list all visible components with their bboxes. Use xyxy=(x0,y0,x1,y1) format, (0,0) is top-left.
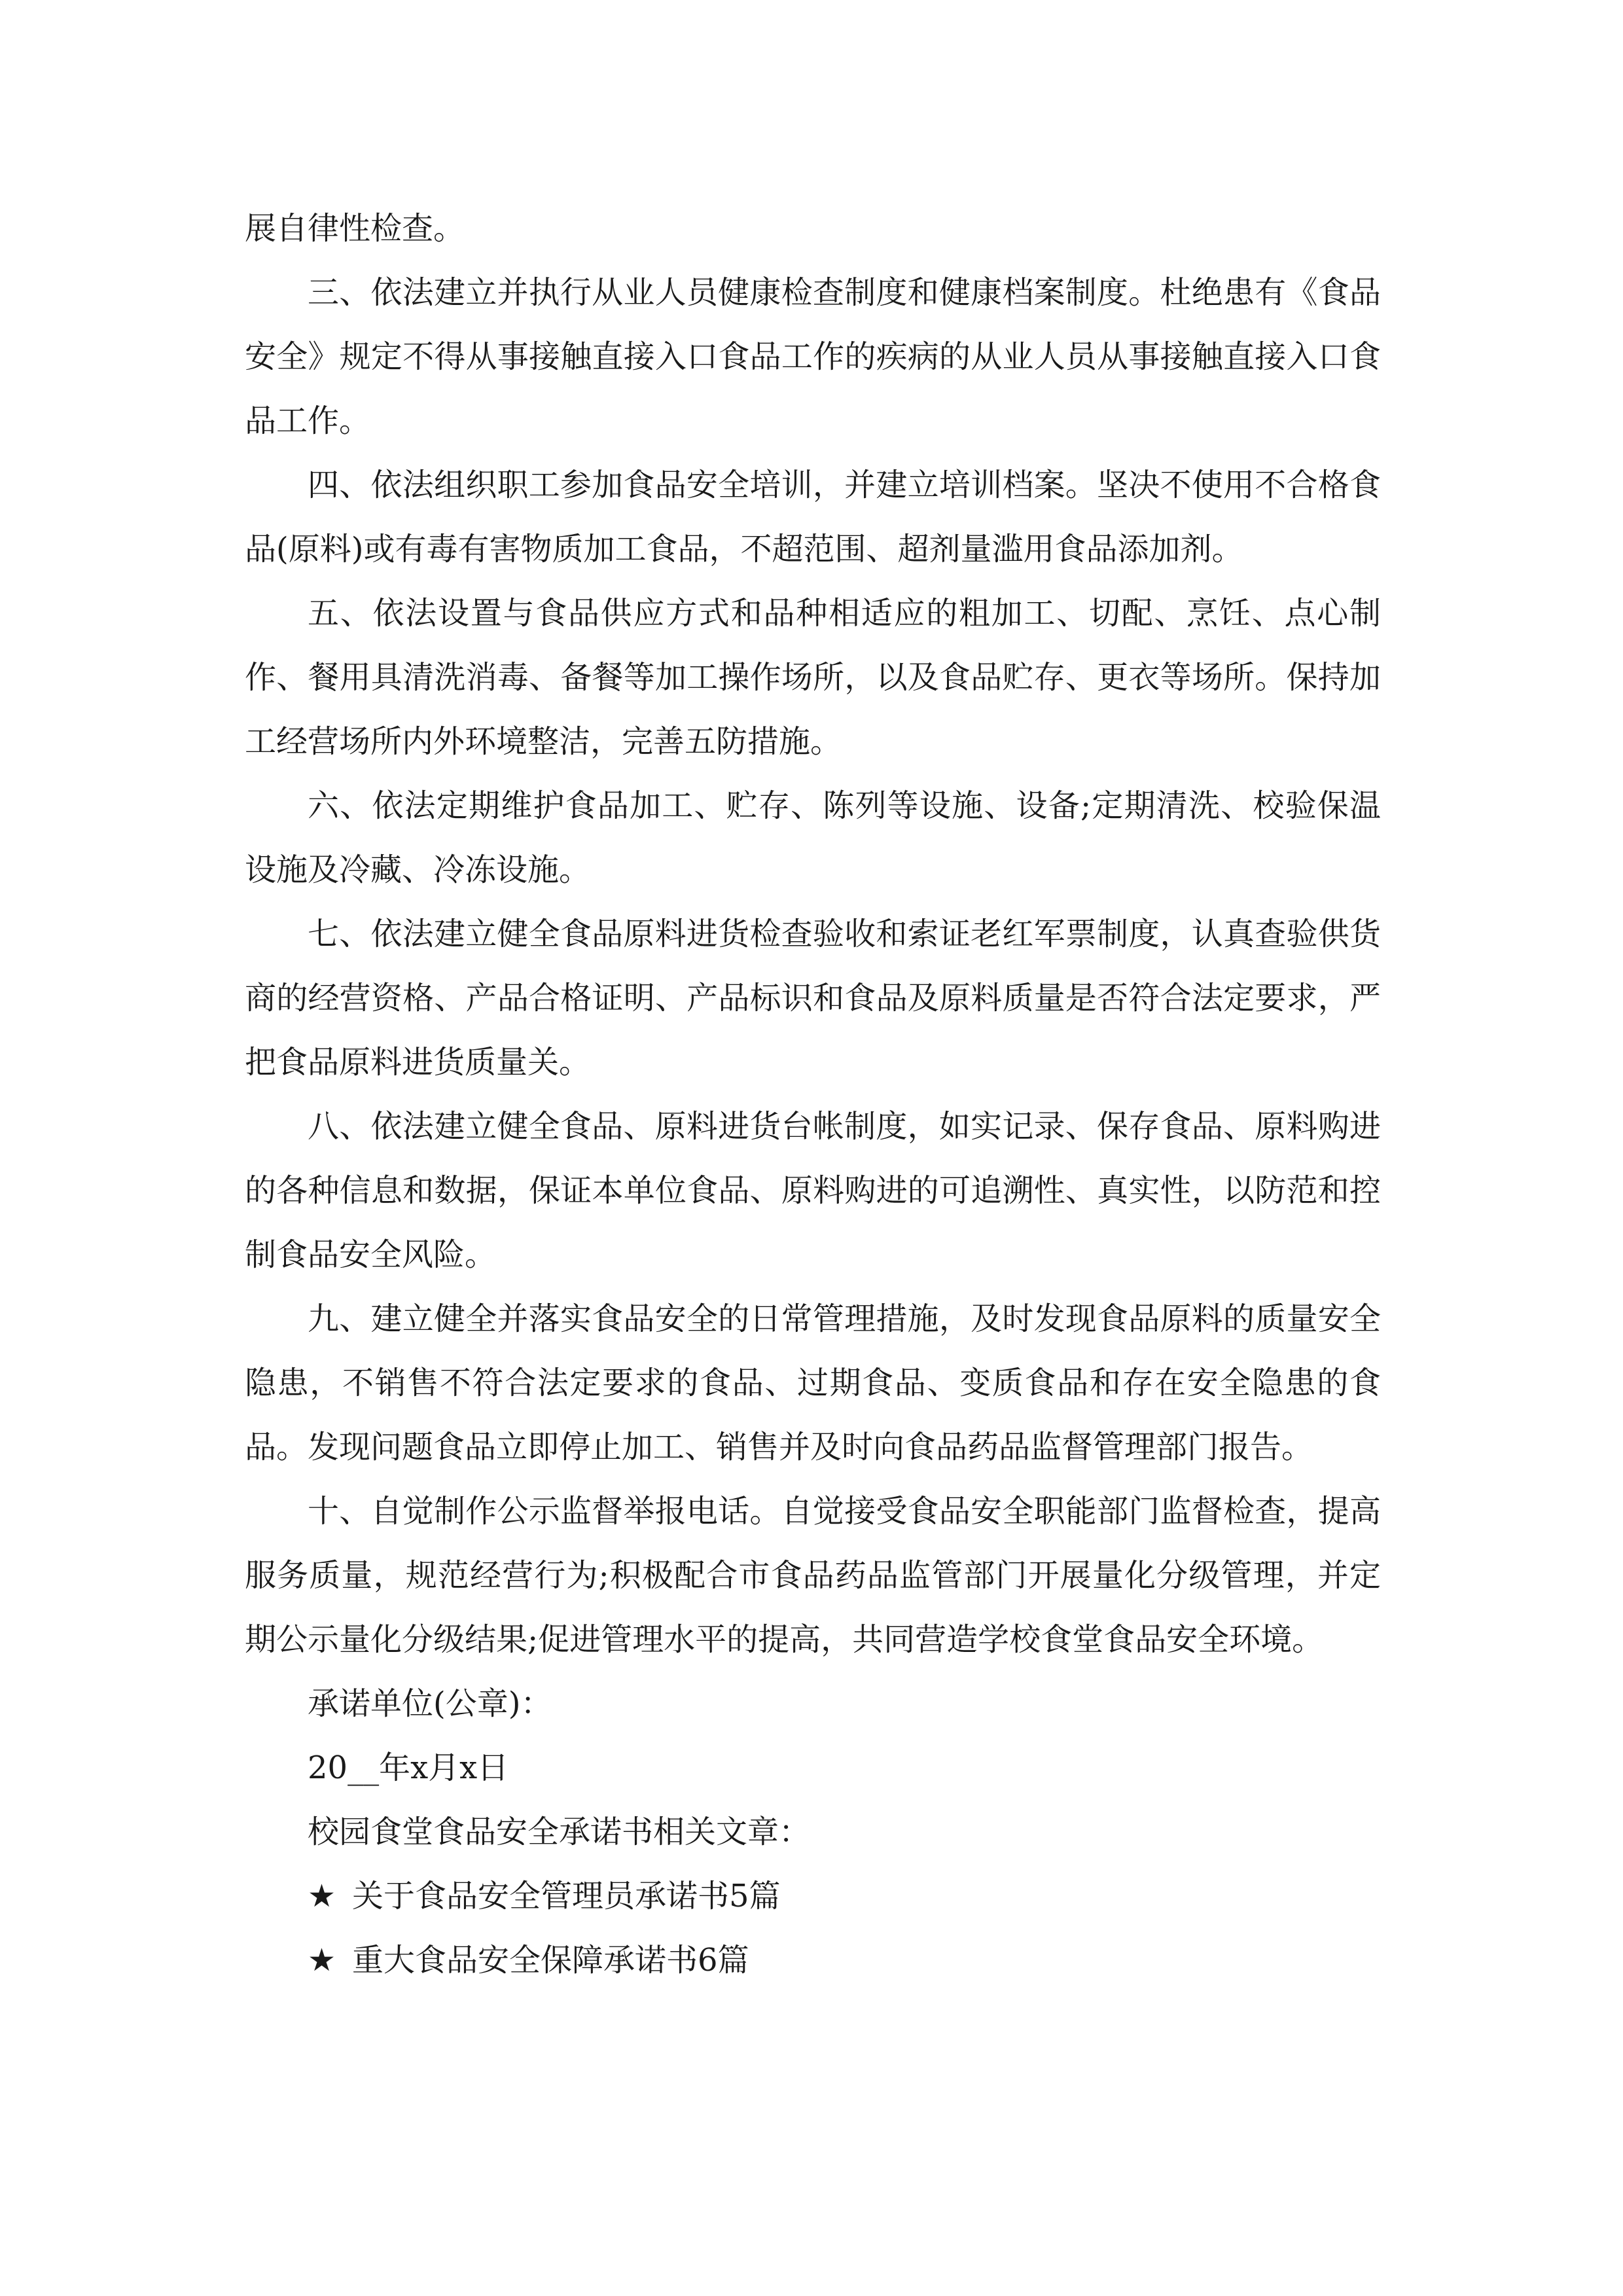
star-icon: ★ xyxy=(308,1942,336,1979)
star-icon: ★ xyxy=(308,1878,336,1914)
related-article-label[interactable]: 重大食品安全保障承诺书6篇 xyxy=(352,1942,749,1979)
paragraph-item-6: 六、依法定期维护食品加工、贮存、陈列等设施、设备;定期清洗、校验保温设施及冷藏、冷冻设施。 xyxy=(245,787,1381,888)
related-articles-title: 校园食堂食品安全承诺书相关文章： xyxy=(308,1814,811,1850)
document-body xyxy=(245,196,1381,1992)
paragraph-item-8: 八、依法建立健全食品、原料进货台帐制度，如实记录、保存食品、原料购进的各种信息和数据，保证本单位食品、原料购进的可追溯性、真实性，以防范和控制食品安全风险。 xyxy=(245,1108,1381,1273)
signature-date: 20__年x月x日 xyxy=(308,1749,509,1786)
paragraph-item-9: 九、建立健全并落实食品安全的日常管理措施，及时发现食品原料的质量安全隐患，不销售不符合法定要求的食品、过期食品、变质食品和存在安全隐患的食品。发现问题食品立即停止加工、销售并及时向食品药品监督管理部门报告。 xyxy=(245,1300,1381,1465)
paragraph-item-4: 四、依法组织职工参加食品安全培训，并建立培训档案。坚决不使用不合格食品(原料)或有毒有害物质加工食品，不超范围、超剂量滥用食品添加剂。 xyxy=(245,467,1381,567)
related-article-label[interactable]: 关于食品安全管理员承诺书5篇 xyxy=(352,1878,781,1914)
paragraph-item-5: 五、依法设置与食品供应方式和品种相适应的粗加工、切配、烹饪、点心制作、餐用具清洗消毒、备餐等加工操作场所，以及食品贮存、更衣等场所。保持加工经营场所内外环境整洁，完善五防措施。 xyxy=(245,595,1381,760)
related-article-link[interactable] xyxy=(245,1928,1381,1992)
paragraph-item-7: 七、依法建立健全食品原料进货检查验收和索证老红军票制度，认真查验供货商的经营资格、产品合格证明、产品标识和食品及原料质量是否符合法定要求，严把食品原料进货质量关。 xyxy=(245,916,1381,1081)
related-article-link[interactable] xyxy=(245,1864,1381,1928)
paragraph-item-3: 三、依法建立并执行从业人员健康检查制度和健康档案制度。杜绝患有《食品安全》规定不得从事接触直接入口食品工作的疾病的从业人员从事接触直接入口食品工作。 xyxy=(245,274,1381,439)
paragraph-continuation: 展自律性检查。 xyxy=(245,210,465,247)
paragraph-item-10: 十、自觉制作公示监督举报电话。自觉接受食品安全职能部门监督检查，提高服务质量，规范经营行为;积极配合市食品药品监管部门开展量化分级管理，并定期公示量化分级结果;促进管理水平的提高，共同营造学校食堂食品安全环境。 xyxy=(245,1493,1381,1658)
signature-unit: 承诺单位(公章)： xyxy=(308,1685,552,1722)
